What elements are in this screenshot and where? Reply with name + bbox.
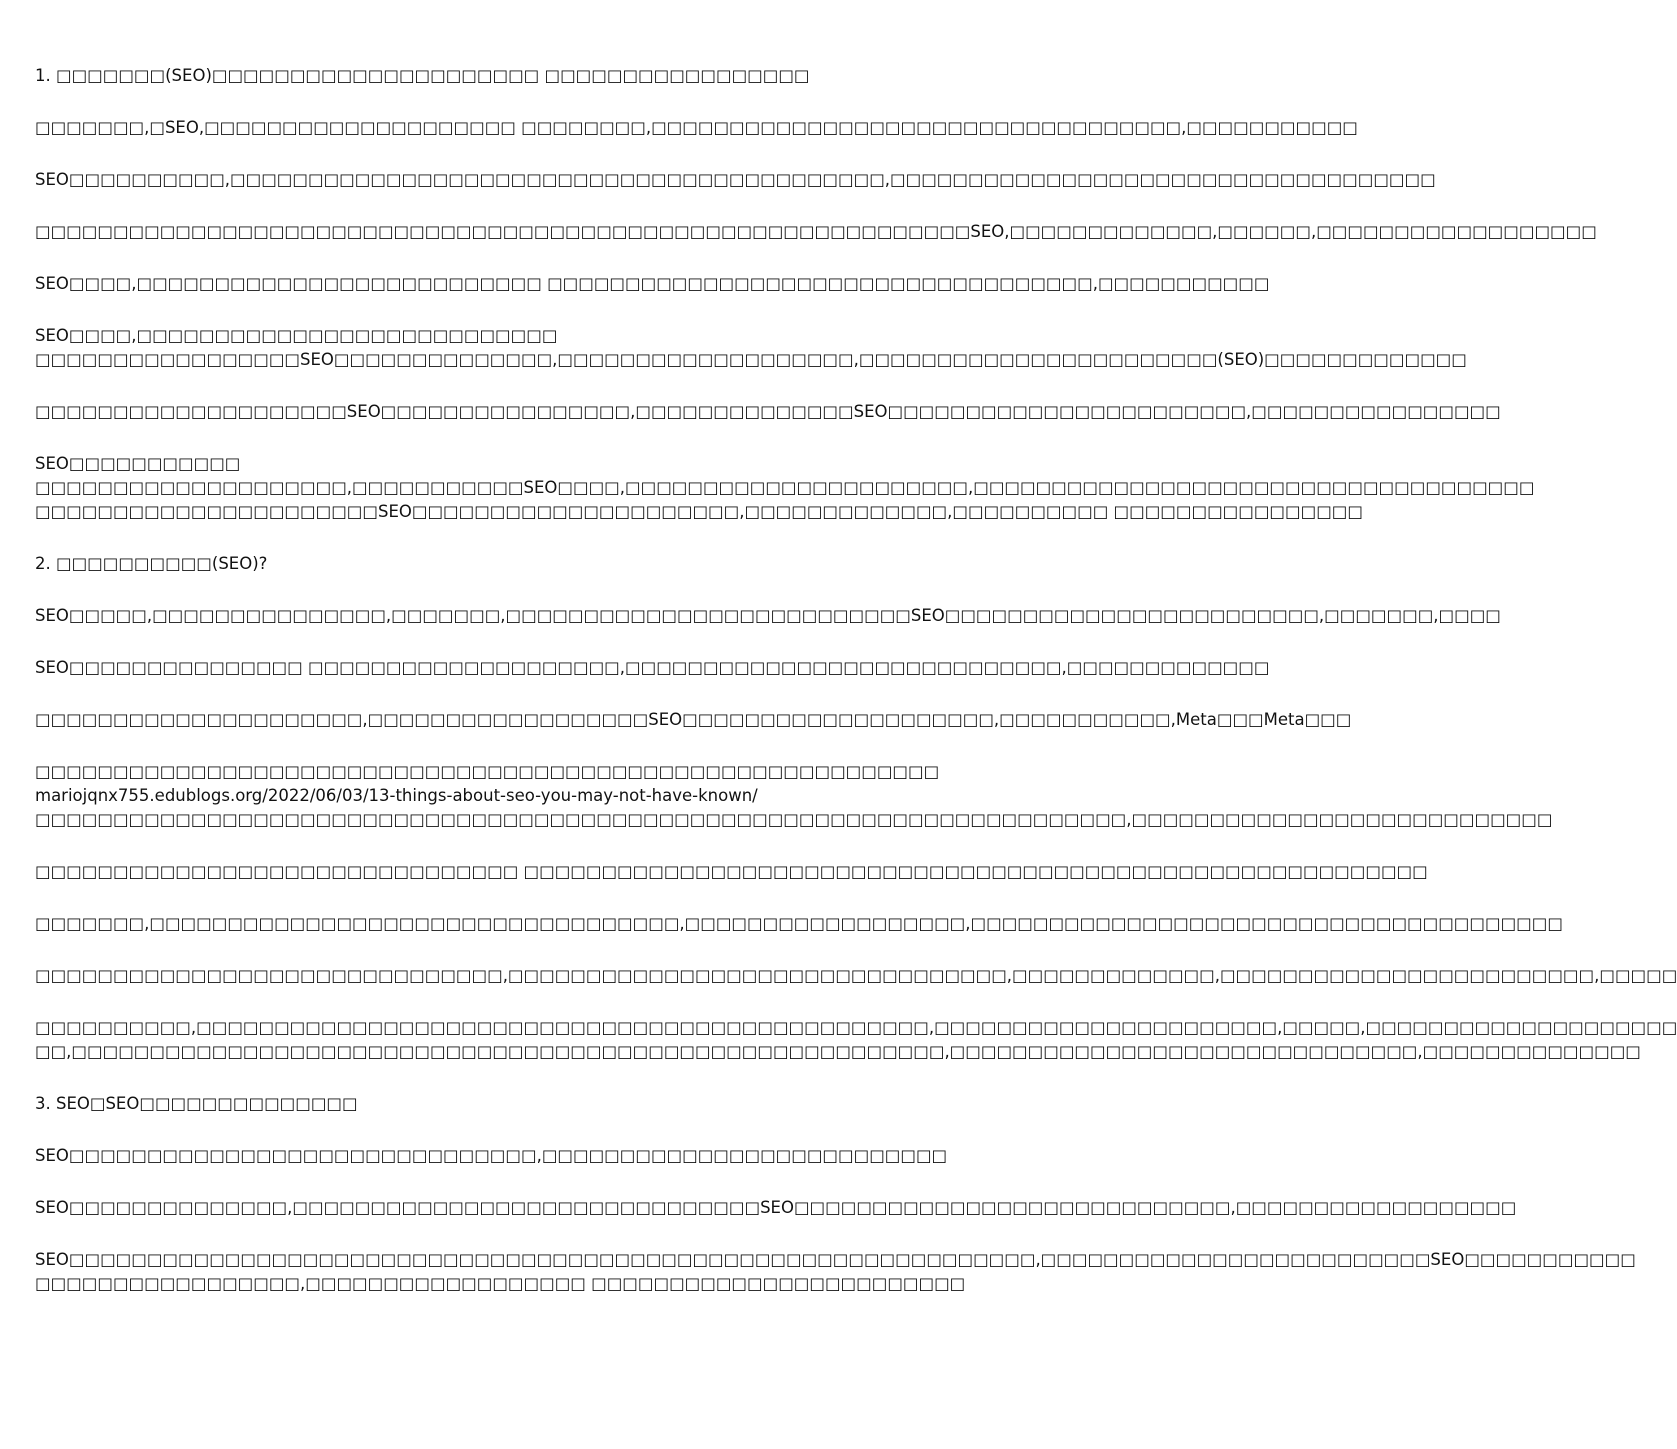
line: □□□□□□□□□□□□□□□□□□□□□□□□□□□□□□□□□□□□□□□□□□□□□□□□□□□□□□□□□□□□□□□□□□□□□□,□□□□□□□□□□□□□□□□□□□□□□□□□□□: [35, 810, 1553, 829]
line: □□□□□□□□□□□□□□□□□□□□□□□□□□□□□□□ □□□□□□□□□□□□□□□□□□□□□□□□□□□□□□□□□□□□□□□□□□□□□□□□□□□□□□□□□□: [35, 862, 1428, 881]
line: SEO□□□□□□□□□□□□□□□□□□□□□□□□□□□□□□,□□□□□□□□□□□□□□□□□□□□□□□□□□: [35, 1146, 948, 1165]
line: □□□□□□□□□□□□□□□□□□□□□,□□□□□□□□□□□□□□□□□□SEO□□□□□□□□□□□□□□□□□□□□,□□□□□□□□□□□,Meta□□□Meta□□□: [35, 710, 1352, 729]
line: □□□□□□□,□□□□□□□□□□□□□□□□□□□□□□□□□□□□□□□□□□,□□□□□□□□□□□□□□□□□□,□□□□□□□□□□□□□□□□□□□□□□□□□□□□□□□□□□□□□□: [35, 914, 1563, 933]
line: SEO□□□□□□□□□□,□□□□□□□□□□□□□□□□□□□□□□□□□□□□□□□□□□□□□□□□□□,□□□□□□□□□□□□□□□□□□□□□□□□□□□□□□□□□□□: [35, 170, 1436, 189]
line: □□,□□□□□□□□□□□□□□□□□□□□□□□□□□□□□□□□□□□□□□□□□□□□□□□□□□□□□□□□,□□□□□□□□□□□□□□□□□□□□□□□□□□□□□□,□□□□□□□□□□□□□□: [35, 1042, 1641, 1061]
line: □□□□□□□□□□□□□□□□□□□□□□□□□□□□□□□□□□□□□□□□□□□□□□□□□□□□□□□□□□□□SEO,□□□□□□□□□□□□□,□□□□□□,□□□□□□□□□□□□□□□□□□: [35, 222, 1597, 241]
line: SEO□□□□□□□□□□□□□□□□□□□□□□□□□□□□□□□□□□□□□□□□□□□□□□□□□□□□□□□□□□□□□□,□□□□□□□□□□□□□□□□□□□□□□□□□SEO□□□□□□□□□□□: [35, 1250, 1636, 1269]
line: □□□□□□□□□□□□□□□□□□□□SEO□□□□□□□□□□□□□□□□,□□□□□□□□□□□□□□SEO□□□□□□□□□□□□□□□□□□□□□□□,□□□□□□□□□□□□□□□□: [35, 402, 1501, 421]
line: □□□□□□□□□□□□□□□□□,□□□□□□□□□□□□□□□□□□ □□□□□□□□□□□□□□□□□□□□□□□□: [35, 1274, 966, 1293]
line: □□□□□□□□□□□□□□□□□□□□□□□□□□□□□□,□□□□□□□□□□□□□□□□□□□□□□□□□□□□□□□□,□□□□□□□□□□□□□,□□□□□□□□□□□□□□□□□□□□□□□□,□□□□□: [35, 966, 1677, 985]
line: □□□□□□□□□□□□□□□□□SEO□□□□□□□□□□□□□□,□□□□□□□□□□□□□□□□□□□,□□□□□□□□□□□□□□□□□□□□□□□(SEO)□□□□□□□□□□□□□: [35, 350, 1467, 369]
section-heading: 3. SEO□SEO□□□□□□□□□□□□□□: [35, 1094, 358, 1113]
line: □□□□□□□□□□□□□□□□□□□□,□□□□□□□□□□□SEO□□□□,□□□□□□□□□□□□□□□□□□□□□□,□□□□□□□□□□□□□□□□□□□□□□□□□□□□□□□□□□□□: [35, 478, 1535, 497]
line: SEO□□□□□□□□□□□□□□□ □□□□□□□□□□□□□□□□□□□□,□□□□□□□□□□□□□□□□□□□□□□□□□□□□,□□□□□□□□□□□□□: [35, 658, 1270, 677]
line: SEO□□□□□□□□□□□□□□,□□□□□□□□□□□□□□□□□□□□□□□□□□□□□□SEO□□□□□□□□□□□□□□□□□□□□□□□□□□□□,□□□□□□□□□□□□□□□□□□: [35, 1198, 1517, 1217]
line: SEO□□□□□□□□□□□: [35, 454, 241, 473]
line: □□□□□□□,□SEO,□□□□□□□□□□□□□□□□□□□□ □□□□□□□□,□□□□□□□□□□□□□□□□□□□□□□□□□□□□□□□□□□,□□□□□□□□□□□: [35, 118, 1358, 137]
line: 1. □□□□□□□(SEO)□□□□□□□□□□□□□□□□□□□□□ □□□□□□□□□□□□□□□□□: [35, 66, 810, 85]
line: □□□□□□□□□□□□□□□□□□□□□□□□□□□□□□□□□□□□□□□□□□□□□□□□□□□□□□□□□□: [35, 762, 940, 781]
line: □□□□□□□□□□□□□□□□□□□□□□SEO□□□□□□□□□□□□□□□□□□□□□,□□□□□□□□□□□□□,□□□□□□□□□□ □□□□□□□□□□□□□□□□: [35, 502, 1363, 521]
line: SEO□□□□□,□□□□□□□□□□□□□□□,□□□□□□□,□□□□□□□□□□□□□□□□□□□□□□□□□□SEO□□□□□□□□□□□□□□□□□□□□□□□□,□□□□□□□,□□□□: [35, 606, 1501, 625]
document-page: [35, 64, 1677, 1404]
line: SEO□□□□,□□□□□□□□□□□□□□□□□□□□□□□□□□ □□□□□□□□□□□□□□□□□□□□□□□□□□□□□□□□□□□,□□□□□□□□□□□: [35, 274, 1270, 293]
line: SEO□□□□,□□□□□□□□□□□□□□□□□□□□□□□□□□□: [35, 326, 558, 345]
url-line: mariojqnx755.edublogs.org/2022/06/03/13-things-about-seo-you-may-not-have-known/: [35, 786, 758, 805]
section-heading: 2. □□□□□□□□□□(SEO)?: [35, 554, 268, 573]
line: □□□□□□□□□□,□□□□□□□□□□□□□□□□□□□□□□□□□□□□□□□□□□□□□□□□□□□□□□□,□□□□□□□□□□□□□□□□□□□□□□,□□□□□,□□□□□□□□□□□□□□□□□□□□: [35, 1018, 1677, 1037]
